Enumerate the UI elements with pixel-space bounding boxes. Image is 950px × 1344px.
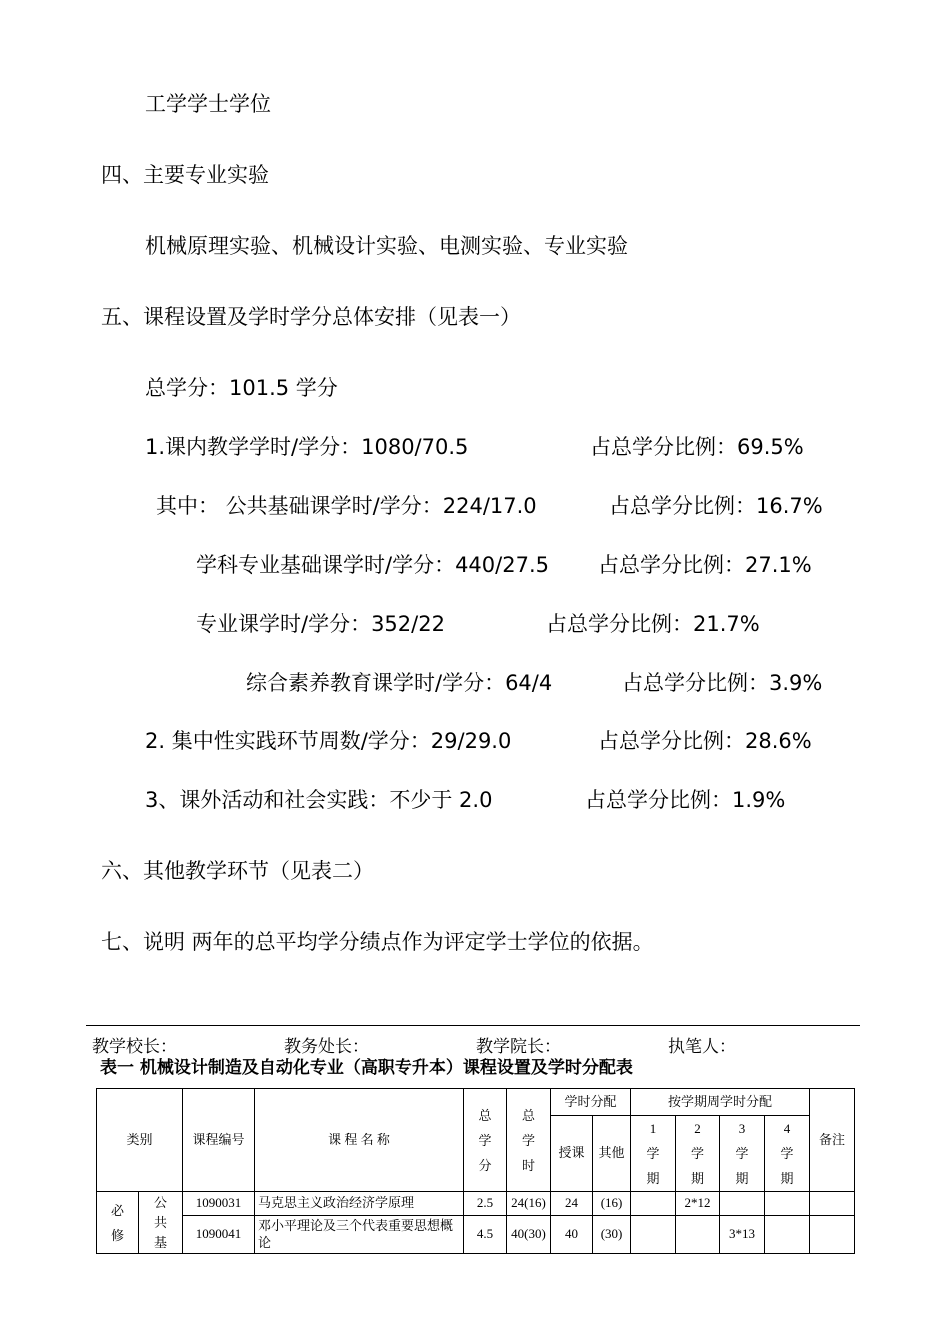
course-code: 1090031	[183, 1192, 255, 1216]
course-name: 邓小平理论及三个代表重要思想概论	[255, 1216, 464, 1254]
table-row	[97, 1192, 855, 1216]
item-label: 其中： 公共基础课学时/学分：224/17.0	[156, 494, 537, 518]
category-public-basic: 公共基	[139, 1192, 183, 1254]
header-remark: 备注	[810, 1089, 855, 1192]
course-lecture: 40	[551, 1216, 593, 1254]
item-ratio: 占总学分比例：28.6%	[598, 729, 812, 753]
signature-dean: 教学院长：	[476, 1037, 561, 1056]
header-semester-3: 3学期	[720, 1116, 765, 1192]
item-label: 3、课外活动和社会实践：不少于 2.0	[145, 788, 493, 812]
item-ratio: 占总学分比例：69.5%	[590, 435, 804, 459]
course-name: 马克思主义政治经济学原理	[255, 1192, 464, 1216]
header-hours-distribution: 学时分配	[551, 1089, 631, 1116]
table-title: 表一 机械设计制造及自动化专业（高职专升本）课程设置及学时分配表	[100, 1058, 633, 1078]
header-category: 类别	[97, 1089, 183, 1192]
item-ratio: 占总学分比例：27.1%	[598, 553, 812, 577]
item-label: 1.课内教学学时/学分：1080/70.5	[145, 435, 469, 459]
table-row	[97, 1216, 855, 1254]
course-sem1	[631, 1192, 676, 1216]
course-table	[96, 1088, 855, 1254]
header-course-code: 课程编号	[183, 1089, 255, 1192]
header-total-credit: 总学分	[464, 1089, 507, 1192]
header-total-hours: 总学时	[507, 1089, 551, 1192]
section7-text: 七、说明 两年的总平均学分绩点作为评定学士学位的依据。	[101, 930, 654, 954]
header-semester-2: 2学期	[676, 1116, 720, 1192]
course-sem3: 3*13	[720, 1216, 765, 1254]
section4-content: 机械原理实验、机械设计实验、电测实验、专业实验	[145, 234, 628, 258]
degree-text: 工学学士学位	[145, 92, 271, 116]
item-ratio: 占总学分比例：1.9%	[585, 788, 786, 812]
section5-heading: 五、课程设置及学时学分总体安排（见表一）	[101, 305, 521, 329]
item-label: 综合素养教育课学时/学分：64/4	[246, 671, 553, 695]
course-hours: 40(30)	[507, 1216, 551, 1254]
course-sem3	[720, 1192, 765, 1216]
course-credit: 2.5	[464, 1192, 507, 1216]
section4-heading: 四、主要专业实验	[101, 163, 269, 187]
course-sem2: 2*12	[676, 1192, 720, 1216]
course-remark	[810, 1216, 855, 1254]
course-code: 1090041	[183, 1216, 255, 1254]
course-credit: 4.5	[464, 1216, 507, 1254]
item-ratio: 占总学分比例：16.7%	[609, 494, 823, 518]
header-semester-1: 1学期	[631, 1116, 676, 1192]
item-ratio: 占总学分比例：3.9%	[622, 671, 823, 695]
header-course-name: 课 程 名 称	[255, 1089, 464, 1192]
item-label: 专业课学时/学分：352/22	[196, 612, 445, 636]
category-required: 必修	[97, 1192, 139, 1254]
header-other: 其他	[593, 1116, 631, 1192]
course-other: (16)	[593, 1192, 631, 1216]
item-label: 学科专业基础课学时/学分：440/27.5	[196, 553, 549, 577]
course-lecture: 24	[551, 1192, 593, 1216]
course-sem2	[676, 1216, 720, 1254]
course-sem4	[765, 1192, 810, 1216]
section6-heading: 六、其他教学环节（见表二）	[101, 859, 374, 883]
signature-academic-affairs: 教务处长：	[284, 1037, 369, 1056]
item-label: 2. 集中性实践环节周数/学分：29/29.0	[145, 729, 512, 753]
signature-rule	[86, 1025, 860, 1026]
course-hours: 24(16)	[507, 1192, 551, 1216]
signature-principal: 教学校长：	[92, 1037, 177, 1056]
course-sem4	[765, 1216, 810, 1254]
signature-author: 执笔人：	[668, 1037, 736, 1056]
course-sem1	[631, 1216, 676, 1254]
header-semester-4: 4学期	[765, 1116, 810, 1192]
header-semester-distribution: 按学期周学时分配	[631, 1089, 810, 1116]
total-credits: 总学分：101.5 学分	[145, 376, 338, 400]
item-ratio: 占总学分比例：21.7%	[546, 612, 760, 636]
course-remark	[810, 1192, 855, 1216]
header-lecture: 授课	[551, 1116, 593, 1192]
course-other: (30)	[593, 1216, 631, 1254]
